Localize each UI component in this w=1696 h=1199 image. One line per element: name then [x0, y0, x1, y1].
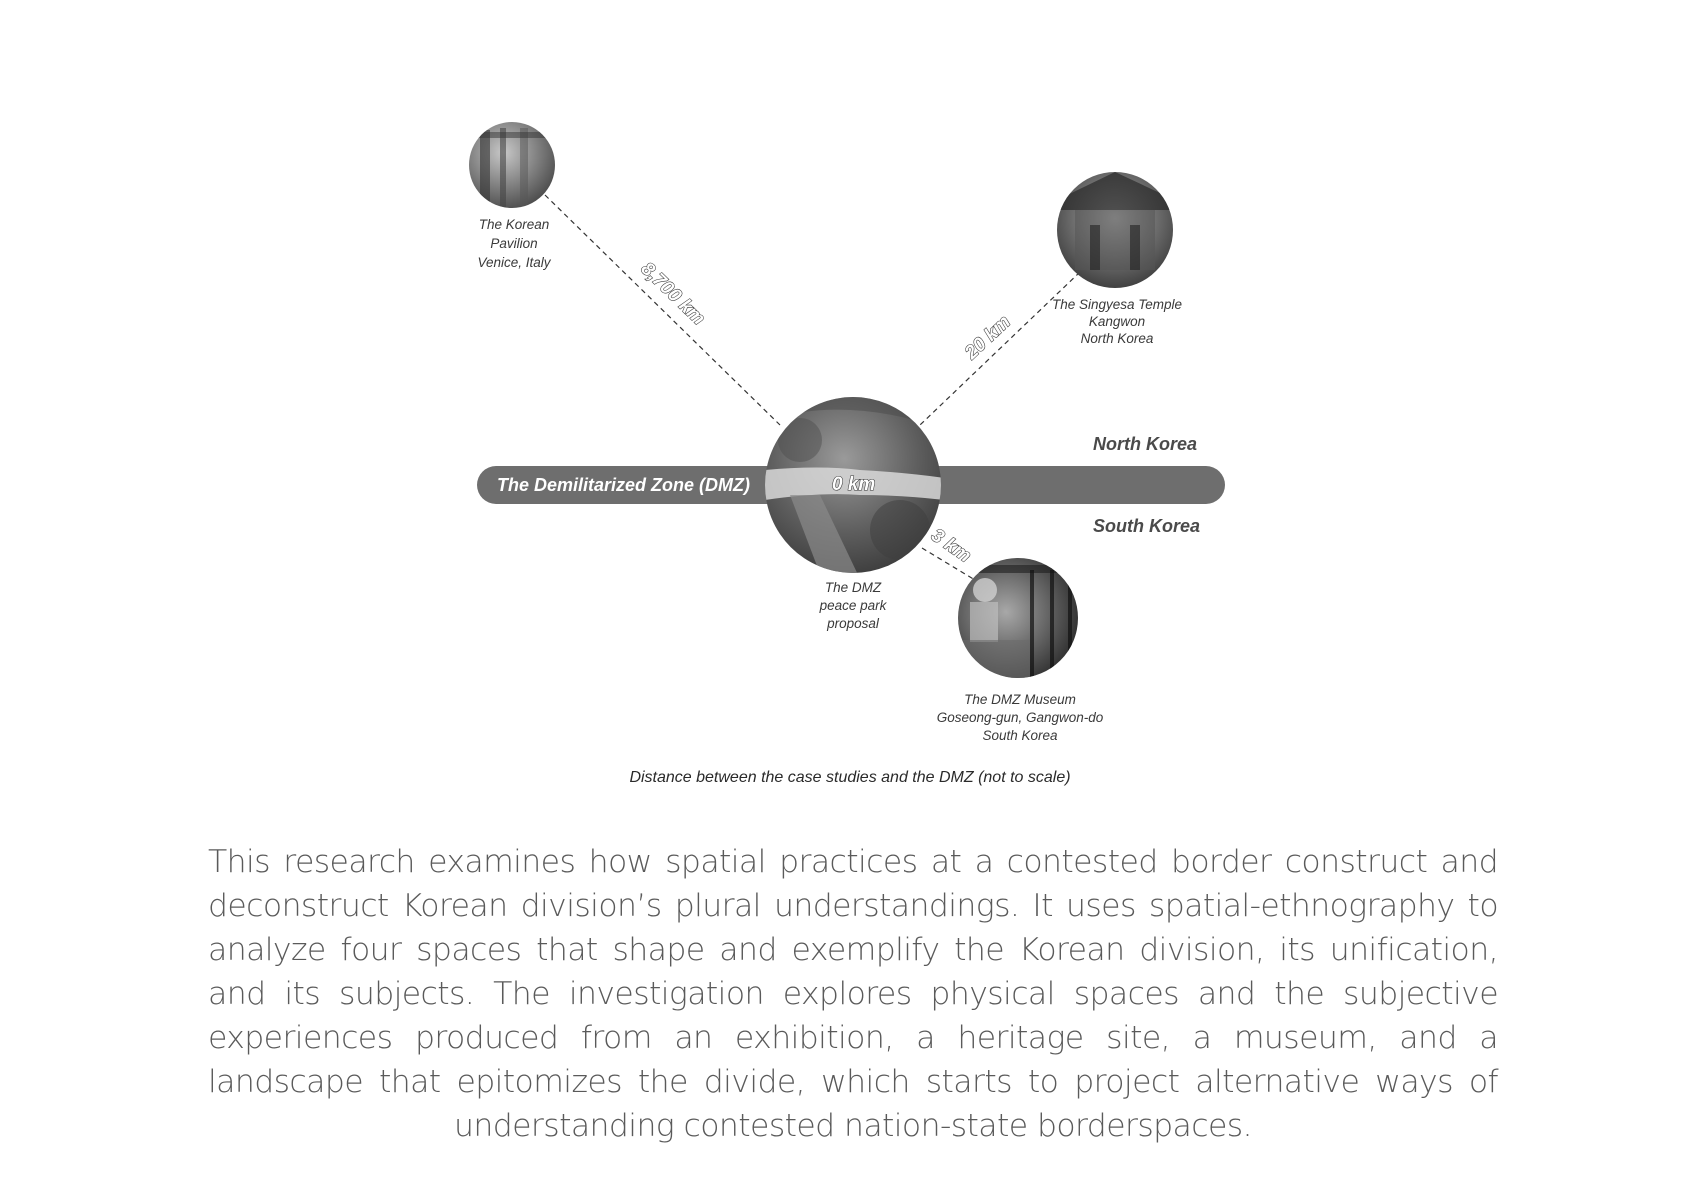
museum-distance: 3 km [927, 524, 975, 567]
center-label-1: The DMZ [824, 580, 882, 595]
abstract-paragraph: This research examines how spatial practices at a contested border construct and deconstruct Korean division’s plural understandings. It uses spatial-ethnography to analyze four spaces that shape and exemplify the Korean division, its unification, and its subjects. The investigation explores physical spaces and the subjective experiences produced from an exhibition, a heritage site, a museum, and a landscape that epitomizes the divide, which starts to project alternative ways of understanding contested nation-state borderspaces. [208, 844, 1498, 1144]
south-korea-label: South Korea [1093, 516, 1201, 536]
pavilion-label-3: Venice, Italy [477, 255, 551, 270]
dmz-museum-photo [958, 558, 1080, 680]
pavilion-distance: 8,700 km [636, 258, 709, 330]
dmz-label: The Demilitarized Zone (DMZ) [497, 475, 751, 495]
connector-temple [920, 272, 1080, 425]
dmz-peace-park-photo [765, 394, 945, 600]
temple-label-3: North Korea [1080, 331, 1154, 346]
center-distance: 0 km [832, 474, 876, 495]
diagram-caption: Distance between the case studies and the DMZ (not to scale) [629, 769, 1071, 786]
center-label-3: proposal [827, 616, 879, 631]
temple-label-2: Kangwon [1088, 314, 1146, 329]
temple-label-1: The Singyesa Temple [1051, 297, 1183, 312]
pavilion-label-1: The Korean [478, 217, 550, 232]
museum-label-2: Goseong-gun, Gangwon-do [936, 710, 1104, 725]
north-korea-label: North Korea [1093, 434, 1198, 454]
museum-label-3: South Korea [982, 728, 1058, 743]
connector-pavilion [545, 195, 780, 425]
museum-label-1: The DMZ Museum [964, 692, 1076, 707]
korean-pavilion-photo [468, 122, 558, 210]
center-label-2: peace park [819, 598, 887, 613]
pavilion-label-2: Pavilion [490, 236, 538, 251]
temple-distance: 20 km [961, 311, 1015, 364]
singyesa-temple-photo [1057, 172, 1175, 288]
